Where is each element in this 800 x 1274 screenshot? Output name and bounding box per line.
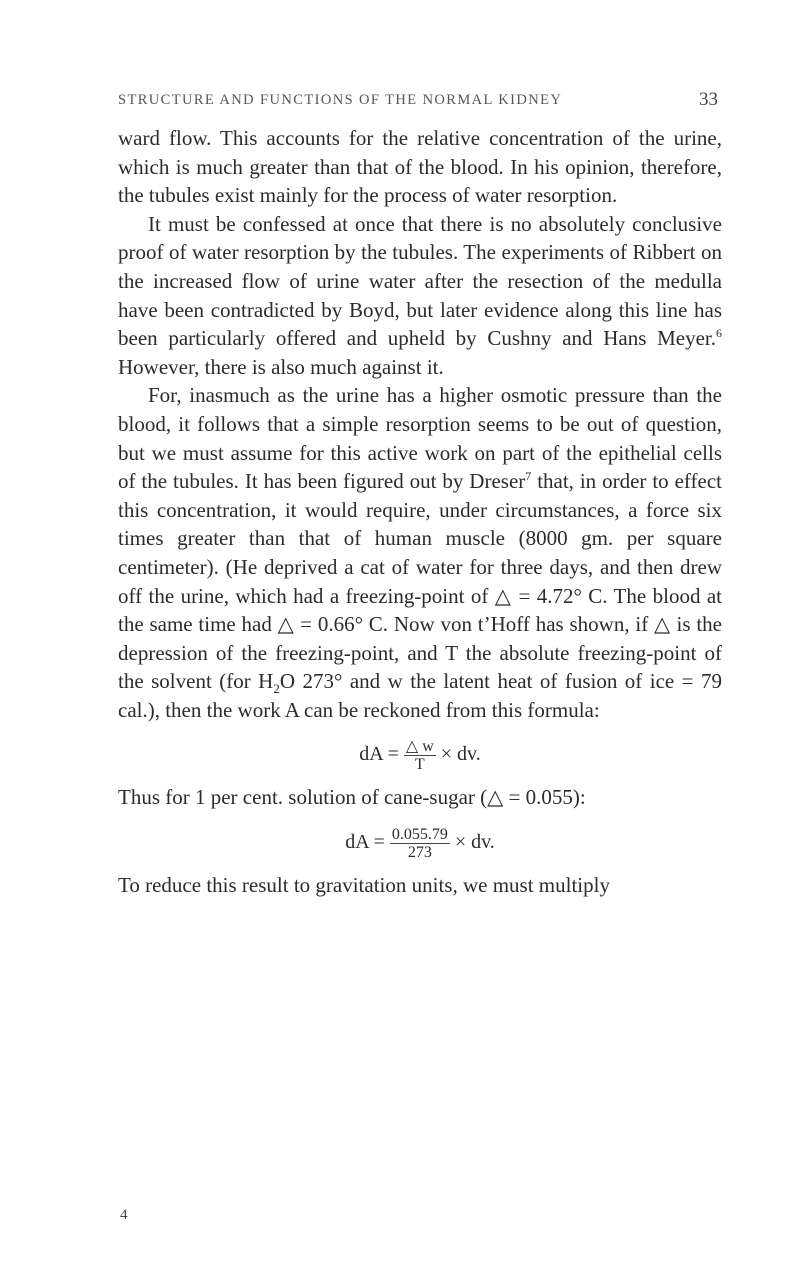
running-title: STRUCTURE AND FUNCTIONS OF THE NORMAL KIDNEY [118, 92, 563, 108]
paragraph-3-text-c: O 273° and w the latent heat of fusion of ice = 79 cal.), then the work A can be reckoned from this formula: [118, 669, 722, 722]
formula-work [118, 738, 722, 773]
formula-1-fraction [404, 738, 436, 773]
paragraph-2-text-b: However, there is also much against it. [118, 354, 444, 379]
paragraph-4: Thus for 1 per cent. solution of cane-sugar (△ = 0.055): [118, 785, 586, 810]
formula-1-lhs: dA = [359, 743, 399, 766]
formula-cane-sugar [118, 826, 722, 861]
footnote-ref-6: 6 [716, 326, 722, 341]
formula-2-rhs: × dv. [454, 831, 495, 854]
formula-1-numerator: △ w [405, 738, 434, 756]
paragraph-1: ward flow. This accounts for the relative concentration of the urine, which is much greater than that of the blood. In his opinion, therefore, the tubules exist mainly for the process of water resorption. [118, 126, 722, 208]
subscript-2: 2 [273, 681, 280, 697]
paragraph-3-text-a: For, inasmuch as the urine has a higher osmotic pressure than the blood, it follows that a simple resorption seems to be out of question, but we must assume for this active work on part of the epithelial cells of the tubules. It has been figured out by Dreser [118, 383, 722, 494]
formula-1-denominator: T [414, 756, 425, 774]
formula-1-rhs: × dv. [440, 743, 481, 766]
footnote-ref-7: 7 [525, 469, 532, 484]
paragraph-2 [118, 210, 722, 382]
signature-mark: 4 [120, 1207, 128, 1223]
paragraph-3 [118, 381, 722, 724]
formula-2-denominator: 273 [407, 844, 432, 862]
paragraph-2-text-a: It must be confessed at once that there is no absolutely conclusive proof of water resorption by the tubules. The experiments of Ribbert on the increased flow of urine water after the resection of the medulla have been contradicted by Boyd, but later evidence along this line has been particularly offered and upheld by Cushny and Hans Meyer. [118, 211, 722, 351]
formula-2-fraction [390, 826, 450, 861]
formula-2-numerator: 0.055.79 [391, 826, 448, 844]
paragraph-3-text-b: that, in order to effect this concentration, it would require, under circumstances, a force six times greater than that of human muscle (8000 gm. per square centimeter). (He deprived a cat of water for three days, and then drew off the urine, which had a freezing-point of △ = 4.72° C. The blood at the same time had △ = 0.66° C. Now von t’Hoff has shown, if △ is the depression of the freezing-point, and T the absolute freezing-point of the solvent (for H [118, 469, 722, 694]
body-text [118, 124, 722, 900]
page-number: 33 [699, 89, 718, 110]
paragraph-5: To reduce this result to gravitation units, we must multiply [118, 873, 610, 898]
formula-2-lhs: dA = [345, 831, 385, 854]
